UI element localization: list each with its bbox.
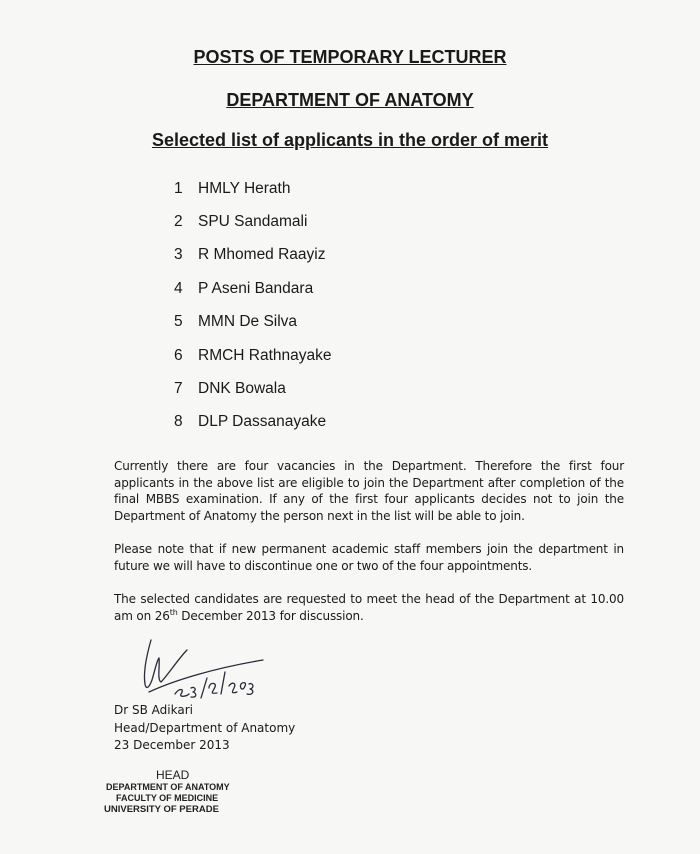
signatory-title: Head/Department of Anatomy (114, 720, 296, 735)
list-item (174, 239, 332, 272)
handwritten-signature (135, 632, 275, 700)
applicant-rank: 1 (174, 179, 183, 197)
stamp-university: UNIVERSITY OF PERADE (104, 804, 219, 815)
applicant-name: R Mhomed Raayiz (198, 246, 326, 264)
applicant-list (174, 172, 332, 439)
applicant-rank: 5 (174, 313, 183, 331)
applicant-name: DNK Bowala (198, 380, 286, 398)
title-posts: POSTS OF TEMPORARY LECTURER (193, 47, 507, 67)
list-item (174, 205, 332, 238)
letter-date: 23 December 2013 (114, 738, 230, 752)
stamp-faculty: FACULTY OF MEDICINE (116, 793, 219, 803)
title-selected-list: Selected list of applicants in the order of merit (151, 130, 549, 150)
list-item (174, 306, 332, 339)
stamp-department: DEPARTMENT OF ANATOMY (106, 782, 230, 792)
list-item (174, 172, 332, 205)
title-department: DEPARTMENT OF ANATOMY (226, 90, 474, 110)
list-item (174, 372, 332, 405)
applicant-name: P Aseni Bandara (198, 279, 314, 297)
list-item (174, 339, 332, 372)
applicant-rank: 2 (174, 213, 183, 231)
vacancy-paragraph: Currently there are four vacancies in the Department. Therefore the first four applicants in the above list are eligible to join the Department after completion of the final MBBS examination. If any of the first four applicants decides not to join the Department of Anatomy the person next in the list will be able to join. (114, 459, 624, 523)
stamp-head: HEAD (156, 768, 190, 782)
ordinal-suffix: th (169, 607, 178, 617)
applicant-name: HMLY Herath (198, 179, 291, 197)
signatory-block (114, 702, 295, 755)
official-stamp (104, 768, 264, 815)
applicant-name: DLP Dassanayake (198, 413, 327, 431)
list-item (174, 272, 332, 305)
applicant-name: RMCH Rathnayake (198, 346, 332, 364)
applicant-rank: 8 (174, 413, 183, 431)
applicant-rank: 4 (174, 279, 183, 297)
note-paragraph: Please note that if new permanent academic staff members join the department in future we will have to discontinue one or two of the four appointments. (114, 542, 624, 573)
meeting-paragraph (114, 591, 624, 624)
meeting-text-end: December 2013 for discussion. (177, 608, 364, 623)
signatory-name: Dr SB Adikari (114, 703, 193, 717)
applicant-rank: 6 (174, 346, 183, 364)
applicant-name: SPU Sandamali (198, 213, 308, 231)
list-item (174, 406, 332, 439)
meeting-text-start: The selected candidates are requested to meet the head of the Department at 10.00 am on 26 (114, 592, 624, 623)
applicant-name: MMN De Silva (198, 313, 298, 331)
applicant-rank: 3 (174, 246, 183, 264)
applicant-rank: 7 (174, 380, 183, 398)
